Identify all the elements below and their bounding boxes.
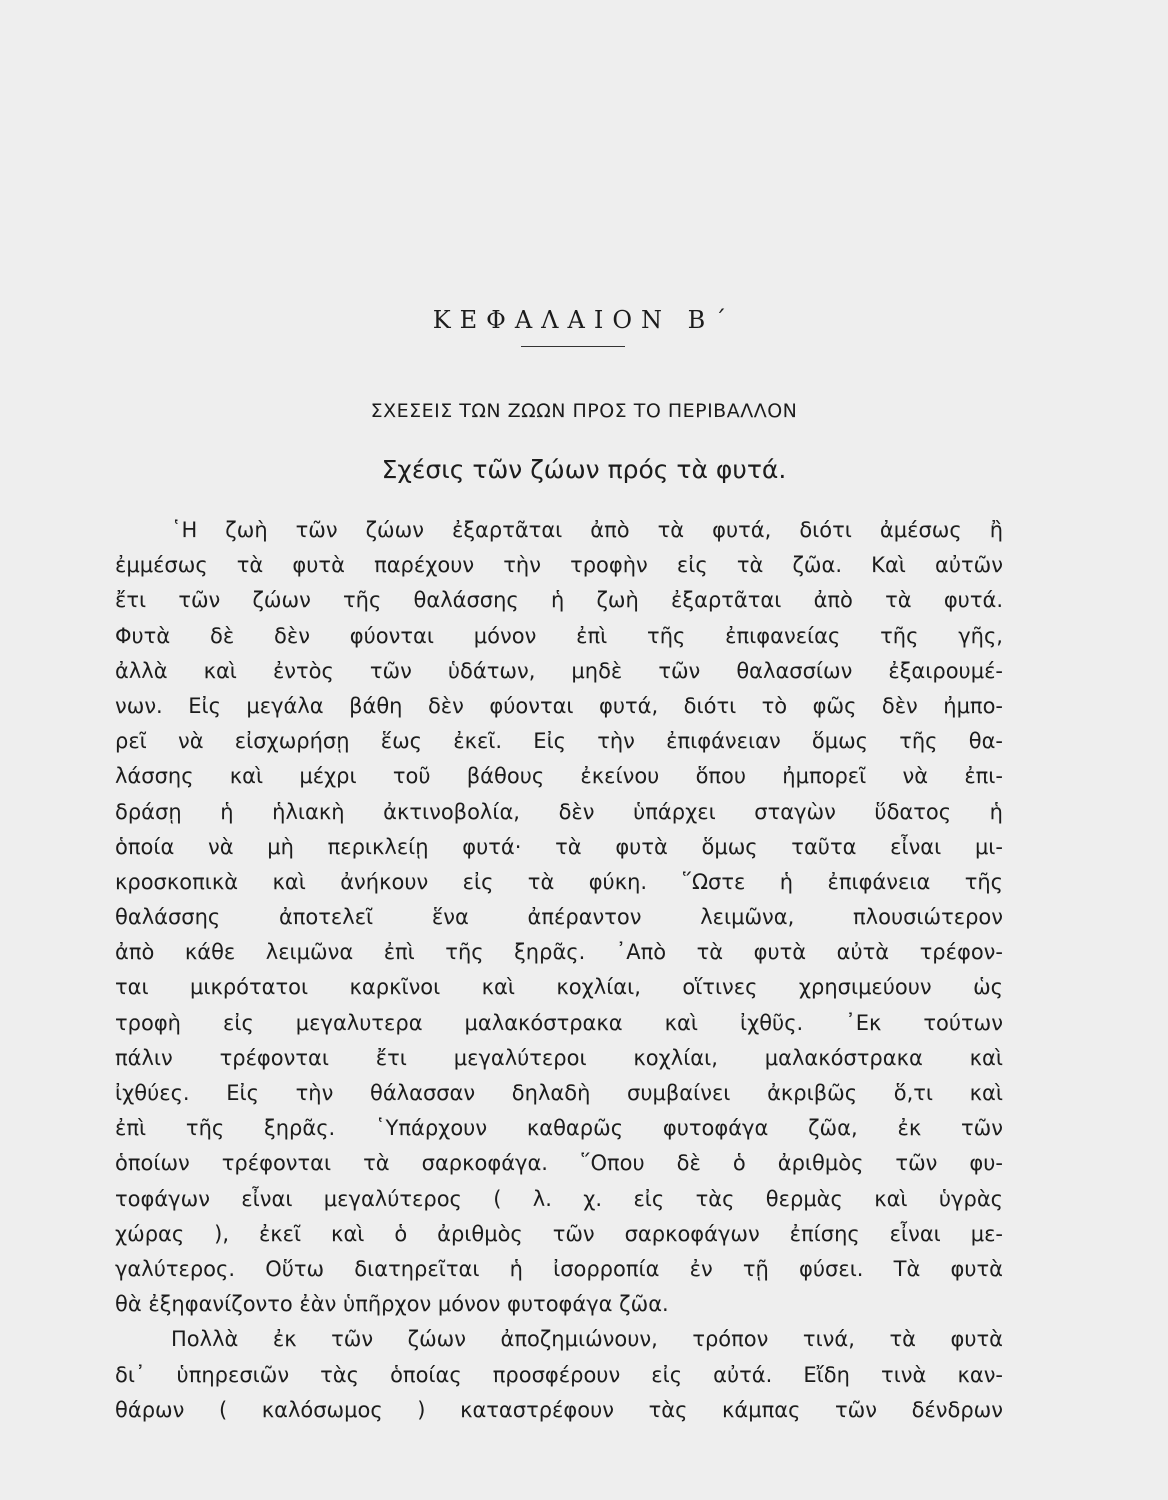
- text-line: Φυτὰ δὲ δὲν φύονται μόνον ἐπὶ τῆς ἐπιφανείας τῆς γῆς,: [115, 623, 1003, 648]
- text-line: νων. Εἰς μεγάλα βάθη δὲν φύονται φυτά, διότι τὸ φῶς δὲν ἠμπο-: [115, 693, 1003, 718]
- text-line: ὁποία νὰ μὴ περικλείῃ φυτά· τὰ φυτὰ ὅμως ταῦτα εἶναι μι-: [115, 834, 1003, 859]
- text-line: δράσῃ ἡ ἡλιακὴ ἀκτινοβολία, δὲν ὑπάρχει σταγὼν ὕδατος ἡ: [115, 799, 1003, 824]
- text-line: ρεῖ νὰ εἰσχωρήσῃ ἕως ἐκεῖ. Εἰς τὴν ἐπιφάνειαν ὅμως τῆς θα-: [115, 729, 1003, 754]
- text-line: ται μικρότατοι καρκῖνοι καὶ κοχλίαι, οἵτινες χρησιμεύουν ὡς: [115, 975, 1003, 1000]
- section-title: ΣΧΕΣΕΙΣ ΤΩΝ ΖΩΩΝ ΠΡΟΣ ΤΟ ΠΕΡΙΒΑΛΛΟΝ: [370, 400, 798, 422]
- text-line: δι᾽ ὑπηρεσιῶν τὰς ὁποίας προσφέρουν εἰς αὐτά. Εἴδη τινὰ καν-: [115, 1362, 1003, 1387]
- text-line: ὁποίων τρέφονται τὰ σαρκοφάγα. ῞Οπου δὲ ὁ ἀριθμὸς τῶν φυ-: [115, 1151, 1003, 1176]
- text-line: θάρων ( καλόσωμος ) καταστρέφουν τὰς κάμπας τῶν δένδρων: [115, 1397, 1003, 1422]
- chapter-heading: ΚΕΦΑΛΑΙΟΝ Β΄: [432, 306, 736, 334]
- text-line: ἀλλὰ καὶ ἐντὸς τῶν ὑδάτων, μηδὲ τῶν θαλασσίων ἐξαιρουμέ-: [115, 658, 1003, 683]
- text-line: ἔτι τῶν ζώων τῆς θαλάσσης ἡ ζωὴ ἐξαρτᾶται ἀπὸ τὰ φυτά.: [115, 588, 1003, 613]
- text-line: λάσσης καὶ μέχρι τοῦ βάθους ἐκείνου ὅπου ἠμπορεῖ νὰ ἐπι-: [115, 764, 1003, 789]
- text-line: τοφάγων εἶναι μεγαλύτερος ( λ. χ. εἰς τὰς θερμὰς καὶ ὑγρὰς: [115, 1186, 1003, 1211]
- text-line: χώρας ), ἐκεῖ καὶ ὁ ἀριθμὸς τῶν σαρκοφάγων ἐπίσης εἶναι με-: [115, 1221, 1003, 1246]
- text-line: πάλιν τρέφονται ἔτι μεγαλύτεροι κοχλίαι, μαλακόστρακα καὶ: [115, 1045, 1003, 1070]
- text-line: θαλάσσης ἀποτελεῖ ἕνα ἀπέραντον λειμῶνα, πλουσιώτερον: [115, 905, 1003, 930]
- text-line: ἐμμέσως τὰ φυτὰ παρέχουν τὴν τροφὴν εἰς τὰ ζῶα. Καὶ αὐτῶν: [115, 553, 1003, 578]
- text-line: θὰ ἐξηφανίζοντο ἐὰν ὑπῆρχον μόνον φυτοφάγα ζῶα.: [115, 1292, 669, 1317]
- text-line: ῾Η ζωὴ τῶν ζώων ἐξαρτᾶται ἀπὸ τὰ φυτά, διότι ἀμέσως ἢ: [171, 518, 1003, 542]
- text-line: ἀπὸ κάθε λειμῶνα ἐπὶ τῆς ξηρᾶς. ᾽Απὸ τὰ φυτὰ αὐτὰ τρέφον-: [115, 940, 1003, 965]
- body-text: [115, 513, 1003, 1428]
- text-line: ἰχθύες. Εἰς τὴν θάλασσαν δηλαδὴ συμβαίνει ἀκριβῶς ὅ,τι καὶ: [115, 1081, 1003, 1105]
- heading-divider: [521, 346, 625, 347]
- subsection-title: Σχέσις τῶν ζώων πρός τὰ φυτά.: [381, 455, 787, 484]
- text-line: Πολλὰ ἐκ τῶν ζώων ἀποζημιώνουν, τρόπον τινά, τὰ φυτὰ: [171, 1327, 1003, 1352]
- text-line: κροσκοπικὰ καὶ ἀνήκουν εἰς τὰ φύκη. ῞Ωστε ἡ ἐπιφάνεια τῆς: [115, 869, 1003, 894]
- text-line: τροφὴ εἰς μεγαλυτερα μαλακόστρακα καὶ ἰχθῦς. ᾽Εκ τούτων: [115, 1010, 1003, 1035]
- text-line: ἐπὶ τῆς ξηρᾶς. ῾Υπάρχουν καθαρῶς φυτοφάγα ζῶα, ἐκ τῶν: [115, 1116, 1003, 1141]
- text-line: γαλύτερος. Οὕτω διατηρεῖται ἡ ἰσορροπία ἐν τῇ φύσει. Τὰ φυτὰ: [115, 1256, 1003, 1281]
